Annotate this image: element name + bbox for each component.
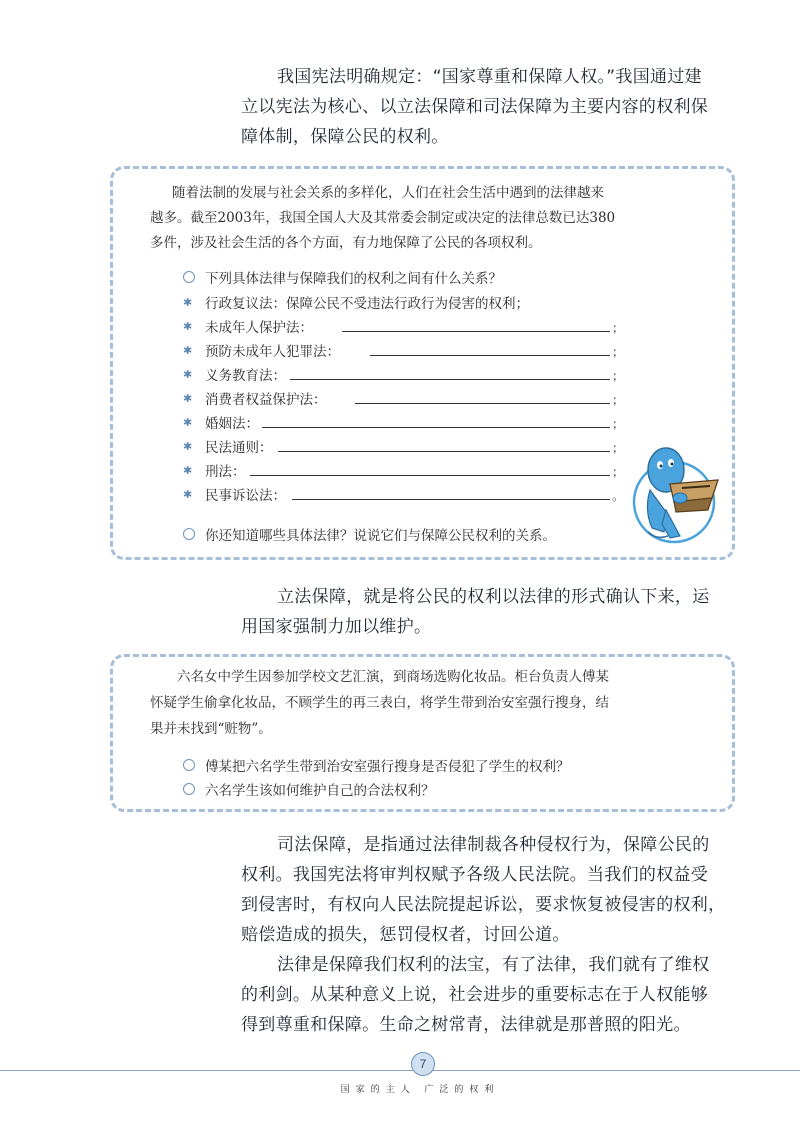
- open-circle-icon: [183, 528, 195, 540]
- answer-blank[interactable]: [342, 331, 610, 332]
- law-row: [183, 315, 313, 337]
- asterisk-bullet-icon: ✱: [183, 319, 193, 333]
- asterisk-bullet-icon: ✱: [183, 415, 193, 429]
- law-end-mark: ；: [612, 321, 625, 335]
- law-end-mark: ；: [612, 393, 625, 407]
- answer-blank[interactable]: [355, 403, 610, 404]
- law-row: [183, 435, 273, 457]
- law-name: 婚姻法：: [205, 416, 259, 432]
- box2-text-line-3: 果并未找到“赃物”。: [150, 721, 272, 737]
- law-end-mark: ；: [612, 417, 625, 431]
- para3-line-4: 赔偿造成的损失，惩罚侵权者，讨回公道。: [241, 925, 570, 945]
- para2-line-1: 立法保障，就是将公民的权利以法律的形式确认下来，运: [277, 587, 710, 607]
- law-row: [183, 459, 246, 481]
- law-end-mark: ；: [612, 441, 625, 455]
- asterisk-bullet-icon: ✱: [183, 391, 193, 405]
- law-name: 刑法：: [205, 464, 246, 480]
- law-row: [183, 291, 529, 313]
- law-row: [183, 339, 340, 361]
- para3-line-2: 权利。我国宪法将审判权赋予各级人民法院。当我们的权益受: [241, 865, 709, 885]
- answer-blank[interactable]: [292, 499, 610, 500]
- box1-question-1: [183, 266, 502, 288]
- box1-text-line-3: 多件，涉及社会生活的各个方面，有力地保障了公民的各项权利。: [150, 235, 542, 251]
- law-end-mark: 。: [612, 489, 625, 503]
- law-name: 义务教育法：: [205, 368, 286, 384]
- asterisk-bullet-icon: ✱: [183, 463, 193, 477]
- law-name: 消费者权益保护法：: [205, 392, 327, 408]
- law-row: [183, 387, 327, 409]
- box2-question-1: [183, 754, 570, 776]
- law-end-mark: ；: [612, 465, 625, 479]
- answer-blank[interactable]: [370, 355, 610, 356]
- box2-question-2: [183, 778, 435, 800]
- law-row: [183, 483, 286, 505]
- para3-line-3: 到侵害时，有权向人民法院提起诉讼，要求恢复被侵害的权利，: [241, 895, 726, 915]
- intro-line-2: 立以宪法为核心、以立法保障和司法保障为主要内容的权利保: [241, 97, 709, 117]
- asterisk-bullet-icon: ✱: [183, 295, 193, 309]
- asterisk-bullet-icon: ✱: [183, 367, 193, 381]
- para4-line-3: 得到尊重和保障。生命之树常青，法律就是那普照的阳光。: [241, 1015, 691, 1035]
- law-name: 民法通则：: [205, 440, 273, 456]
- asterisk-bullet-icon: ✱: [183, 439, 193, 453]
- box1-text-line-1: 随着法制的发展与社会关系的多样化，人们在社会生活中遇到的法律越来: [172, 185, 604, 201]
- box1-question-1-text: 下列具体法律与保障我们的权利之间有什么关系？: [205, 271, 502, 287]
- law-end-mark: ；: [612, 345, 625, 359]
- answer-blank[interactable]: [290, 379, 610, 380]
- page-number: 7: [411, 1052, 435, 1076]
- running-title: 国家的主人 广泛的权利: [340, 1085, 500, 1095]
- para2-line-2: 用国家强制力加以维护。: [241, 617, 432, 637]
- footer-rule: [0, 1070, 800, 1071]
- law-name: 民事诉讼法：: [205, 488, 286, 504]
- answer-blank[interactable]: [250, 475, 610, 476]
- para3-line-1: 司法保障，是指通过法律制裁各种侵权行为，保障公民的: [277, 835, 710, 855]
- law-name: 预防未成年人犯罪法：: [205, 344, 340, 360]
- para4-line-2: 的利剑。从某种意义上说，社会进步的重要标志在于人权能够: [241, 985, 709, 1005]
- law-name: 未成年人保护法：: [205, 320, 313, 336]
- asterisk-bullet-icon: ✱: [183, 343, 193, 357]
- box1-question-2: [183, 523, 556, 545]
- law-row: [183, 363, 286, 385]
- blue-mascot-with-box-icon: [622, 440, 722, 550]
- open-circle-icon: [183, 271, 195, 283]
- box2-text-line-2: 怀疑学生偷拿化妆品，不顾学生的再三表白，将学生带到治安室强行搜身，结: [150, 695, 609, 711]
- box1-question-2-text: 你还知道哪些具体法律？说说它们与保障公民权利的关系。: [205, 528, 556, 544]
- box1-text-line-2: 越多。截至2003年，我国全国人大及其常委会制定或决定的法律总数已达380: [150, 210, 616, 226]
- open-circle-icon: [183, 783, 195, 795]
- asterisk-bullet-icon: ✱: [183, 487, 193, 501]
- law-row: [183, 411, 259, 433]
- para4-line-1: 法律是保障我们权利的法宝，有了法律，我们就有了维权: [277, 955, 710, 975]
- law-name: 行政复议法：保障公民不受违法行政行为侵害的权利；: [205, 296, 529, 312]
- intro-line-1: 我国宪法明确规定：“国家尊重和保障人权。”我国通过建: [277, 67, 702, 87]
- box2-question-2-text: 六名学生该如何维护自己的合法权利？: [205, 783, 435, 799]
- answer-blank[interactable]: [262, 427, 610, 428]
- box2-text-line-1: 六名女中学生因参加学校文艺汇演，到商场选购化妆品。柜台负责人傅某: [177, 669, 609, 685]
- box2-question-1-text: 傅某把六名学生带到治安室强行搜身是否侵犯了学生的权利？: [205, 759, 570, 775]
- intro-line-3: 障体制，保障公民的权利。: [241, 127, 449, 147]
- answer-blank[interactable]: [278, 451, 610, 452]
- law-end-mark: ；: [612, 369, 625, 383]
- open-circle-icon: [183, 759, 195, 771]
